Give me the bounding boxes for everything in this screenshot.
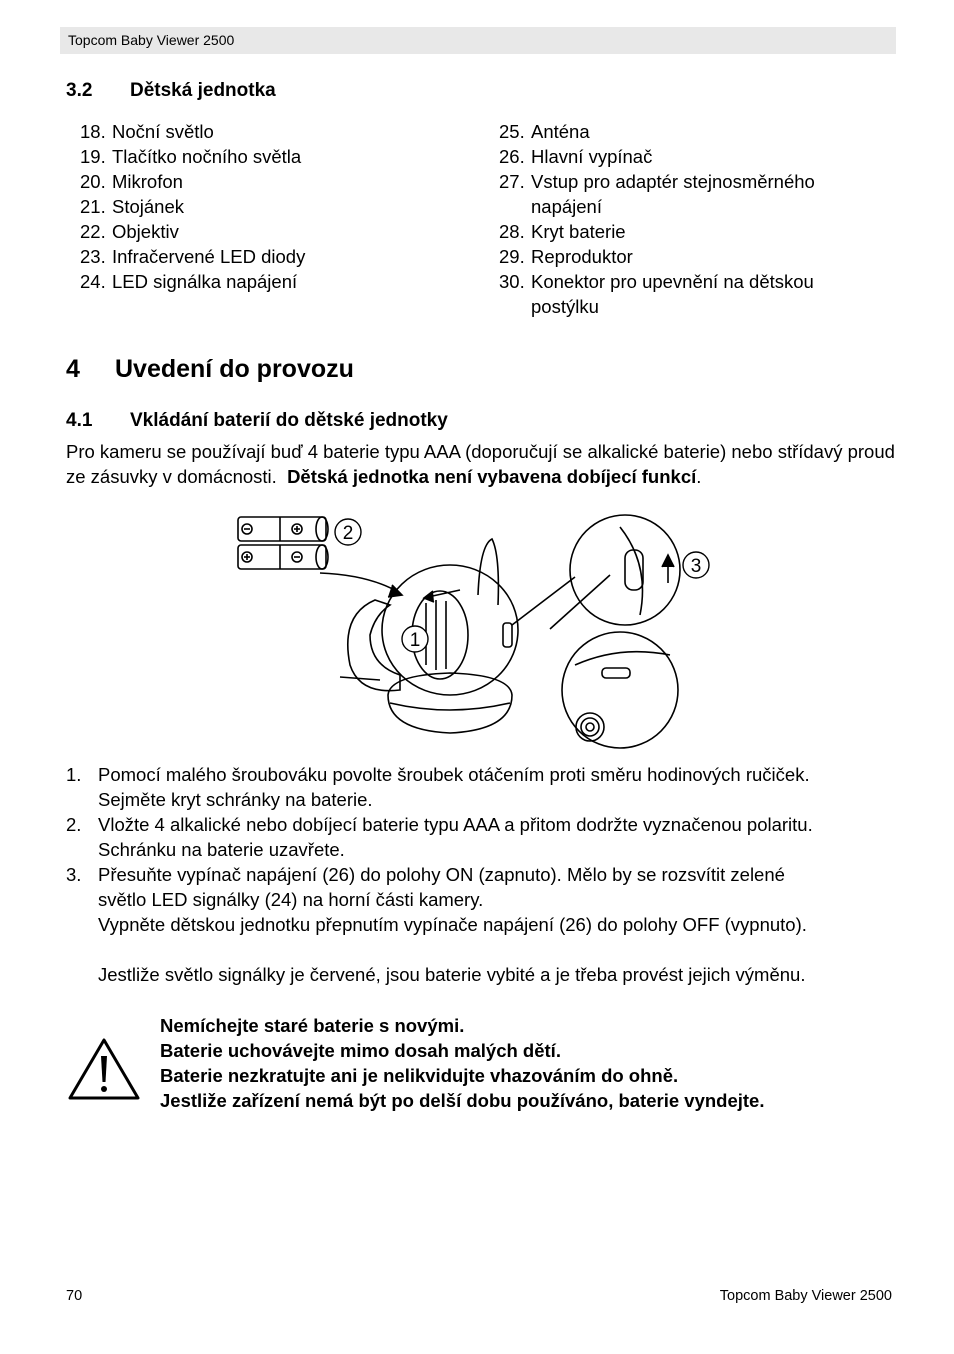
callout-1: 1 <box>409 630 421 651</box>
section-title: Uvedení do provozu <box>115 355 354 383</box>
section-4-heading <box>66 355 354 384</box>
list-item <box>80 119 480 144</box>
item-text: Mikrofon <box>112 171 183 192</box>
warning-triangle-icon <box>66 1036 142 1102</box>
list-item <box>80 169 480 194</box>
parts-list-left <box>80 119 480 294</box>
item-text: LED signálka napájení <box>112 271 298 292</box>
item-number: 19. <box>80 146 106 167</box>
list-item <box>499 244 859 269</box>
section-title: Vkládání baterií do dětské jednotky <box>130 410 448 431</box>
battery-insertion-illustration <box>230 505 730 750</box>
step-line: Přesuňte vypínač napájení (26) do polohy ON (zapnuto). Mělo by se rozsvítit zelené <box>98 864 785 885</box>
step-number: 2. <box>66 814 82 835</box>
footer-title: Topcom Baby Viewer 2500 <box>719 1288 892 1304</box>
item-number: 27. <box>499 171 525 192</box>
item-text: Noční světlo <box>112 121 214 142</box>
list-item <box>499 169 859 219</box>
page-number: 70 <box>66 1288 83 1304</box>
step-item <box>66 762 906 812</box>
page-header <box>60 27 896 54</box>
list-item <box>80 269 480 294</box>
item-number: 29. <box>499 246 525 267</box>
section-number: 3.2 <box>66 80 93 101</box>
item-number: 23. <box>80 246 106 267</box>
step-line <box>98 937 906 962</box>
section-number: 4 <box>66 355 80 383</box>
step-line: Pomocí malého šroubováku povolte šroubek otáčením proti směru hodinových ručiček. <box>98 764 810 785</box>
callout-2: 2 <box>342 523 354 544</box>
step-line: Vložte 4 alkalické nebo dobíjecí baterie typu AAA a přitom dodržte vyznačenou polaritu. <box>98 814 813 835</box>
parts-list-right <box>499 119 859 319</box>
item-number: 26. <box>499 146 525 167</box>
intro-paragraph <box>66 439 906 489</box>
step-line: Schránku na baterie uzavřete. <box>98 839 345 860</box>
item-number: 30. <box>499 271 525 292</box>
warning-text <box>160 1013 920 1113</box>
list-item <box>499 144 859 169</box>
warning-line: Jestliže zařízení nemá být po delší dobu používáno, baterie vyndejte. <box>160 1090 765 1111</box>
item-number: 22. <box>80 221 106 242</box>
item-text: Kryt baterie <box>531 221 626 242</box>
section-4-1-heading <box>66 410 448 432</box>
item-text: Infračervené LED diody <box>112 246 306 267</box>
list-item <box>80 194 480 219</box>
intro-end: . <box>696 466 702 487</box>
step-line: světlo LED signálky (24) na horní části kamery. <box>98 889 484 910</box>
warning-line: Nemíchejte staré baterie s novými. <box>160 1015 465 1036</box>
item-number: 25. <box>499 121 525 142</box>
list-item <box>499 119 859 144</box>
step-line: Sejměte kryt schránky na baterie. <box>98 789 373 810</box>
item-number: 28. <box>499 221 525 242</box>
item-text: Vstup pro adaptér stejnosměrného napájení <box>531 171 815 217</box>
item-text: Objektiv <box>112 221 179 242</box>
list-item <box>80 244 480 269</box>
battery-icon <box>238 517 328 569</box>
item-number: 24. <box>80 271 106 292</box>
instruction-steps <box>66 762 906 987</box>
section-number: 4.1 <box>66 410 93 431</box>
section-3-2-heading <box>66 80 276 102</box>
header-title: Topcom Baby Viewer 2500 <box>68 32 235 48</box>
step-line: Vypněte dětskou jednotku přepnutím vypínače napájení (26) do polohy OFF (vypnuto). <box>98 914 807 935</box>
step-number: 3. <box>66 864 82 885</box>
list-item <box>80 144 480 169</box>
intro-text: Pro kameru se používají buď 4 baterie typu AAA (doporučují se alkalické baterie) nebo střídavý proud ze zásuvky v domácnosti. <box>66 441 895 487</box>
item-text: Anténa <box>531 121 590 142</box>
item-text: Tlačítko nočního světla <box>112 146 302 167</box>
step-item <box>66 862 906 987</box>
callout-3: 3 <box>690 556 702 577</box>
warning-line: Baterie uchovávejte mimo dosah malých dětí. <box>160 1040 561 1061</box>
item-text: Reproduktor <box>531 246 633 267</box>
item-number: 18. <box>80 121 106 142</box>
item-number: 20. <box>80 171 106 192</box>
item-text: Konektor pro upevnění na dětskou postýlku <box>531 271 814 317</box>
item-text: Stojánek <box>112 196 184 217</box>
list-item <box>499 219 859 244</box>
list-item <box>499 269 859 319</box>
item-number: 21. <box>80 196 106 217</box>
warning-line: Baterie nezkratujte ani je nelikvidujte vhazováním do ohně. <box>160 1065 679 1086</box>
step-line: Jestliže světlo signálky je červené, jsou baterie vybité a je třeba provést jejich výměnu. <box>98 964 806 985</box>
list-item <box>80 219 480 244</box>
section-title: Dětská jednotka <box>130 80 276 101</box>
step-number: 1. <box>66 764 82 785</box>
item-text: Hlavní vypínač <box>531 146 653 167</box>
step-item <box>66 812 906 862</box>
intro-bold-text: Dětská jednotka není vybavena dobíjecí funkcí <box>287 466 697 487</box>
